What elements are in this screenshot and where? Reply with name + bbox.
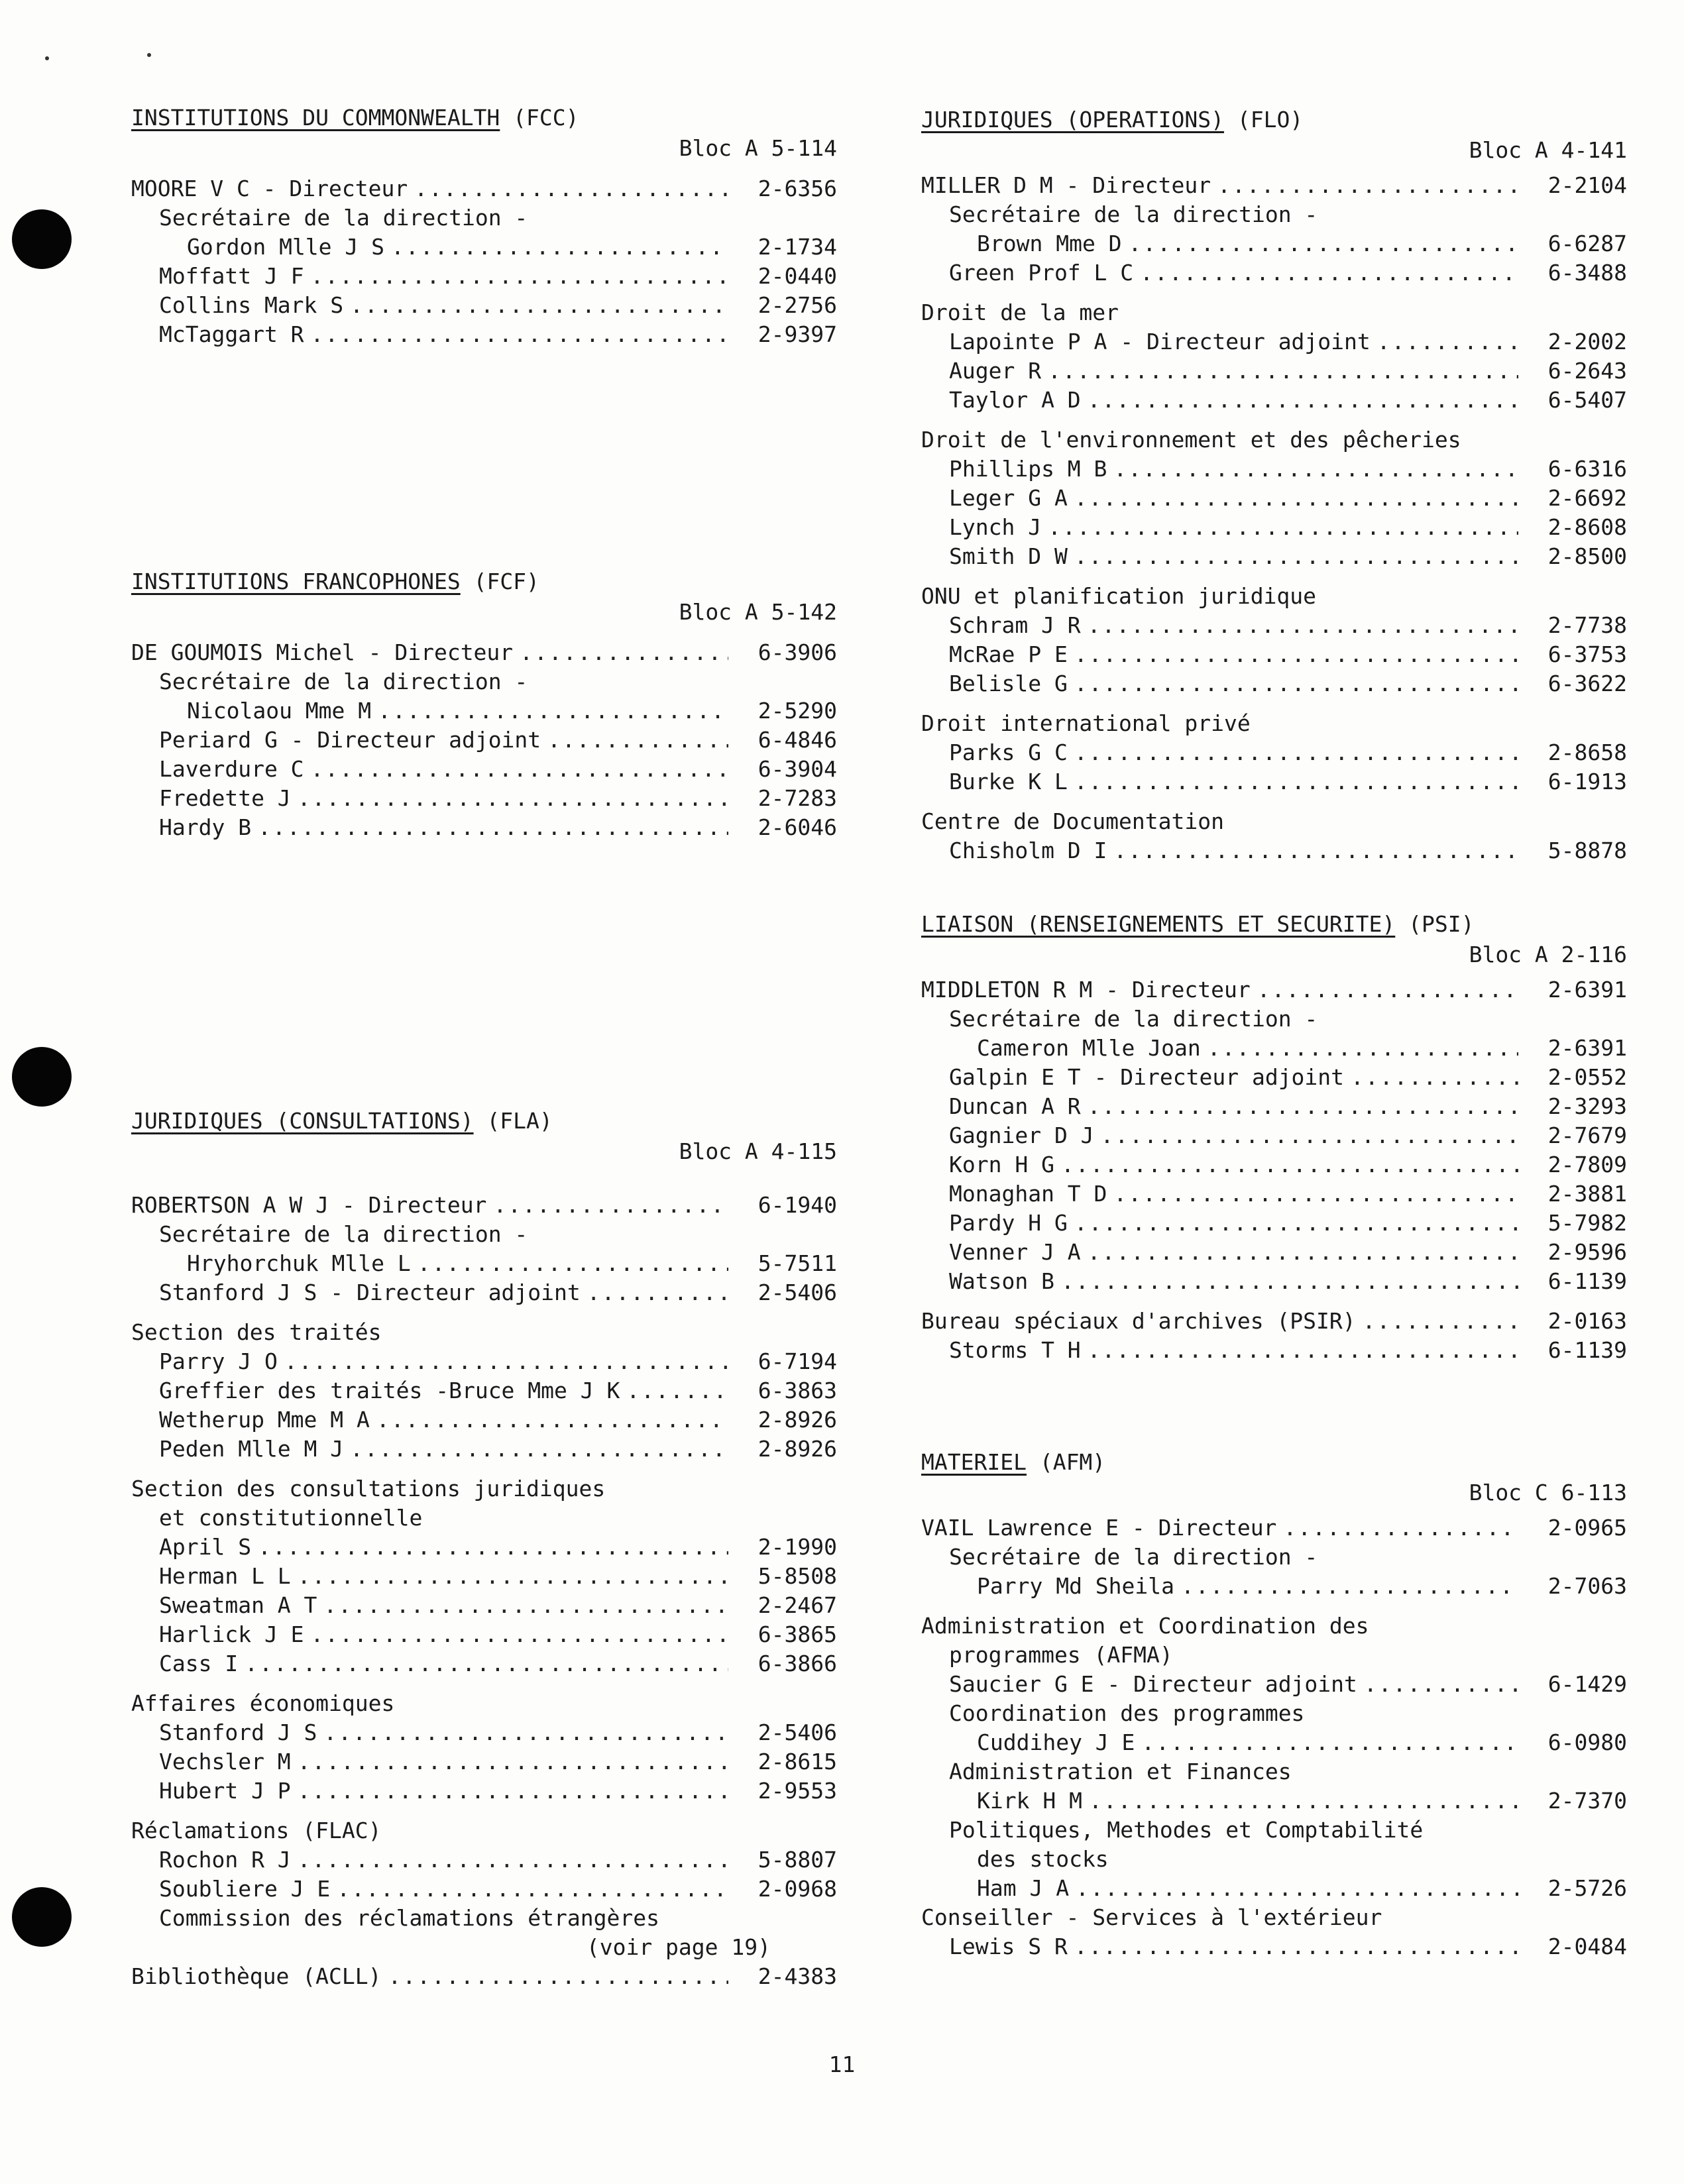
directory-entry: Venner J A ..... 2-9596 [921,1238,1627,1267]
directory-entry: Parry J O ..... 6-7194 [131,1347,837,1376]
phone-extension: 6-1429 [1547,1671,1627,1697]
phone-extension: 2-9596 [1547,1239,1627,1265]
directory-entry: Rochon R J ..... 5-8807 [131,1845,837,1875]
group-title: Conseiller - Services à l'extérieur [921,1904,1382,1930]
phone-extension: 2-8926 [758,1407,837,1433]
speck [147,53,151,57]
phone-extension: 2-2467 [758,1592,837,1618]
bloc-location: Bloc A 4-115 [679,1138,837,1164]
phone-extension: 2-7063 [1547,1573,1627,1599]
directory-entry: Brown Mme D ..... 6-6287 [921,229,1627,258]
phone-extension: 2-8608 [1547,514,1627,540]
directory-label: Secrétaire de la direction - [159,669,528,694]
see-page-note: (voir page 19) [586,1934,771,1960]
directory-entry: Watson B ..... 6-1139 [921,1267,1627,1296]
section-title: INSTITUTIONS FRANCOPHONES [131,569,461,594]
speck [45,56,49,60]
section-code: (PSI) [1408,911,1475,937]
section-title: JURIDIQUES (OPERATIONS) [921,107,1224,133]
group-title: Réclamations (FLAC) [131,1818,382,1843]
directory-entry: VAIL Lawrence E - Directeur ..... 2-0965 [921,1513,1627,1543]
directory-entry: Moffatt J F ..... 2-0440 [131,262,837,291]
phone-extension: 2-0163 [1547,1308,1627,1334]
bloc-location: Bloc A 4-141 [1469,137,1627,163]
section-fcf [131,567,837,842]
phone-extension: 2-0484 [1547,1934,1627,1959]
group-title: Section des traités [131,1319,382,1345]
group-direction [921,171,1627,288]
section-code: (AFM) [1039,1449,1106,1475]
phone-extension: 6-3904 [758,756,837,782]
phone-extension: 6-1139 [1547,1337,1627,1363]
subgroup-title: Coordination des programmes [949,1700,1305,1726]
phone-extension: 6-1913 [1547,769,1627,794]
group-title: Section des consultations juridiques [131,1476,606,1502]
directory-entry: Hardy B ..... 2-6046 [131,813,837,842]
bloc-location: Bloc A 5-114 [679,135,837,161]
phone-extension: 2-2002 [1547,329,1627,355]
group-title: ONU et planification juridique [921,583,1317,609]
group-direction [921,1513,1627,1601]
section-code: (FLO) [1237,107,1304,133]
directory-entry: Korn H G ..... 2-7809 [921,1150,1627,1179]
phone-extension: 2-0552 [1547,1064,1627,1090]
phone-extension: 6-0980 [1547,1729,1627,1755]
phone-extension: 2-0968 [758,1876,837,1902]
phone-extension: 6-3488 [1547,260,1627,286]
directory-entry: Storms T H ..... 6-1139 [921,1336,1627,1365]
phone-extension: 2-6391 [1547,1035,1627,1061]
group-claims [131,1816,837,1962]
group-title: Affaires économiques [131,1690,395,1716]
group-direction [921,975,1627,1296]
section-title: INSTITUTIONS DU COMMONWEALTH [131,105,500,131]
phone-extension: 6-5407 [1547,387,1627,413]
directory-label: Secrétaire de la direction - [949,1006,1318,1032]
punch-hole-middle [12,1047,72,1107]
phone-extension: 6-1940 [758,1192,837,1218]
phone-extension: 2-5406 [758,1720,837,1745]
phone-extension: 5-7982 [1547,1210,1627,1236]
group-administration [921,1611,1627,1903]
directory-entry: Lapointe P A - Directeur adjoint ..... 2-2002 [921,327,1627,356]
phone-extension: 2-7809 [1547,1152,1627,1177]
phone-extension: 6-2643 [1547,358,1627,384]
directory-entry: Harlick J E ..... 6-3865 [131,1620,837,1649]
phone-extension: 2-9553 [758,1778,837,1804]
phone-extension: 2-7370 [1547,1788,1627,1814]
group-documentation [921,807,1627,865]
group-onu [921,582,1627,698]
directory-entry: Vechsler M ..... 2-8615 [131,1747,837,1776]
directory-entry: Soubliere J E ..... 2-0968 [131,1875,837,1904]
group-sea [921,298,1627,415]
directory-entry: Belisle G ..... 6-3622 [921,669,1627,698]
directory-entry: Phillips M B ..... 6-6316 [921,455,1627,484]
group-title: Droit de l'environnement et des pêcheries [921,427,1461,453]
directory-entry: Stanford J S ..... 2-5406 [131,1718,837,1747]
directory-entry: DE GOUMOIS Michel - Directeur ..... 6-3906 [131,638,837,667]
directory-entry: Kirk H M ..... 2-7370 [921,1786,1627,1816]
directory-entry: Cass I ..... 6-3866 [131,1649,837,1678]
directory-entry: Lewis S R ..... 2-0484 [921,1932,1627,1961]
section-code: (FLA) [486,1108,553,1134]
phone-extension: 6-3865 [758,1621,837,1647]
section-code: (FCF) [473,569,539,594]
directory-entry: Stanford J S - Directeur adjoint ..... 2-5406 [131,1278,837,1307]
phone-extension: 6-3906 [758,639,837,665]
group-economic [131,1689,837,1806]
directory-entry: Galpin E T - Directeur adjoint ..... 2-0552 [921,1063,1627,1092]
phone-extension: 2-5726 [1547,1875,1627,1901]
directory-entry: Auger R ..... 6-2643 [921,356,1627,386]
directory-entry: April S ..... 2-1990 [131,1533,837,1562]
group-treaties [131,1318,837,1464]
subgroup-title: Administration et Finances [949,1759,1292,1784]
phone-extension: 6-3753 [1547,641,1627,667]
group-direction [131,1191,837,1307]
directory-entry: MILLER D M - Directeur ..... 2-2104 [921,171,1627,200]
group-title-cont: et constitutionnelle [159,1505,423,1531]
group-environment [921,425,1627,571]
directory-entry: Monaghan T D ..... 2-3881 [921,1179,1627,1209]
directory-entry: Herman L L ..... 5-8508 [131,1562,837,1591]
punch-hole-top [12,209,72,269]
group-title-cont: programmes (AFMA) [949,1642,1173,1668]
phone-extension: 2-1734 [758,234,837,260]
directory-entry: Parry Md Sheila ..... 2-7063 [921,1572,1627,1601]
phone-extension: 2-0965 [1547,1515,1627,1541]
phone-extension: 6-7194 [758,1348,837,1374]
group-consultations [131,1474,837,1678]
phone-extension: 5-8508 [758,1563,837,1589]
phone-extension: 5-8807 [758,1847,837,1873]
directory-entry: Wetherup Mme M A ..... 2-8926 [131,1405,837,1435]
group-title: Administration et Coordination des [921,1613,1369,1639]
directory-entry: Collins Mark S ..... 2-2756 [131,291,837,320]
directory-entry: Burke K L ..... 6-1913 [921,767,1627,796]
directory-entry: Laverdure C ..... 6-3904 [131,755,837,784]
directory-label: Secrétaire de la direction - [159,205,528,231]
directory-entry: Gordon Mlle J S ..... 2-1734 [131,233,837,262]
section-title: LIAISON (RENSEIGNEMENTS ET SECURITE) [921,911,1396,937]
group-title: Centre de Documentation [921,808,1224,834]
directory-entry: Peden Mlle M J ..... 2-8926 [131,1435,837,1464]
phone-extension: 2-8500 [1547,543,1627,569]
directory-entry: Greffier des traités -Bruce Mme J K ..... 6-3863 [131,1376,837,1405]
phone-extension: 5-7511 [758,1250,837,1276]
directory-entry: Cameron Mlle Joan ..... 2-6391 [921,1034,1627,1063]
phone-extension: 2-6391 [1547,977,1627,1003]
directory-entry: Sweatman A T ..... 2-2467 [131,1591,837,1620]
directory-entry: Bibliothèque (ACLL) ..... 2-4383 [131,1962,837,1991]
directory-entry: Leger G A ..... 2-6692 [921,484,1627,513]
phone-extension: 2-2104 [1547,172,1627,198]
phone-extension: 2-3293 [1547,1093,1627,1119]
section-code: (FCC) [513,105,579,131]
directory-label: Secrétaire de la direction - [949,201,1318,227]
section-fla [131,1106,837,1991]
phone-extension: 5-8878 [1547,838,1627,863]
section-afm [921,1447,1627,1961]
phone-extension: 6-1139 [1547,1268,1627,1294]
phone-extension: 2-7738 [1547,612,1627,638]
punch-hole-bottom [12,1887,72,1947]
directory-entry: Saucier G E - Directeur adjoint ..... 6-1429 [921,1670,1627,1699]
phone-extension: 2-7283 [758,785,837,811]
directory-entry: MOORE V C - Directeur ..... 2-6356 [131,174,837,203]
directory-entry: Cuddihey J E ..... 6-0980 [921,1728,1627,1757]
section-psi [921,909,1627,1365]
phone-extension: 2-5290 [758,698,837,724]
phone-extension: 2-6356 [758,176,837,201]
page-number: 11 [828,2051,856,2077]
group-archives [921,1307,1627,1365]
directory-entry: Taylor A D ..... 6-5407 [921,386,1627,415]
phone-extension: 2-9397 [758,321,837,347]
group-title: Droit de la mer [921,300,1119,325]
subgroup-title-cont: des stocks [977,1846,1109,1872]
section-title: JURIDIQUES (CONSULTATIONS) [131,1108,474,1134]
section-flo [921,105,1627,865]
phone-extension: 2-7679 [1547,1122,1627,1148]
directory-entry: McTaggart R ..... 2-9397 [131,320,837,349]
phone-extension: 2-2756 [758,292,837,318]
phone-extension: 2-8615 [758,1749,837,1774]
phone-extension: 2-6692 [1547,485,1627,511]
directory-entry: Ham J A ..... 2-5726 [921,1874,1627,1903]
directory-entry: Lynch J ..... 2-8608 [921,513,1627,542]
phone-extension: 2-5406 [758,1280,837,1305]
subgroup-title: Politiques, Methodes et Comptabilité [949,1817,1424,1843]
phone-extension: 6-4846 [758,727,837,753]
bloc-location: Bloc C 6-113 [1469,1480,1627,1505]
group-private-law [921,709,1627,796]
directory-entry: Smith D W ..... 2-8500 [921,542,1627,571]
directory-entry: Parks G C ..... 2-8658 [921,738,1627,767]
directory-entry: McRae P E ..... 6-3753 [921,640,1627,669]
directory-entry: Periard G - Directeur adjoint ..... 6-4846 [131,726,837,755]
commission-label: Commission des réclamations étrangères [159,1905,659,1931]
phone-extension: 6-3622 [1547,671,1627,696]
directory-entry: Pardy H G ..... 5-7982 [921,1209,1627,1238]
group-title: Droit international privé [921,710,1251,736]
directory-entry: Hryhorchuk Mlle L ..... 5-7511 [131,1249,837,1278]
phone-extension: 2-6046 [758,814,837,840]
directory-entry: Chisholm D I ..... 5-8878 [921,836,1627,865]
right-column [921,105,1627,1961]
section-title: MATERIEL [921,1449,1027,1475]
directory-entry: Duncan A R ..... 2-3293 [921,1092,1627,1121]
directory-entry: ROBERTSON A W J - Directeur ..... 6-1940 [131,1191,837,1220]
bloc-location: Bloc A 5-142 [679,599,837,625]
directory-entry: MIDDLETON R M - Directeur ..... 2-6391 [921,975,1627,1005]
section-fcc [131,103,837,349]
bloc-location: Bloc A 2-116 [1469,942,1627,967]
phone-extension: 6-3863 [758,1378,837,1403]
phone-extension: 2-3881 [1547,1181,1627,1207]
directory-entry: Nicolaou Mme M ..... 2-5290 [131,696,837,726]
phone-extension: 2-1990 [758,1534,837,1560]
phone-extension: 2-8658 [1547,739,1627,765]
phone-extension: 2-4383 [758,1963,837,1989]
phone-extension: 2-8926 [758,1436,837,1462]
directory-label: Secrétaire de la direction - [949,1544,1318,1570]
left-column [131,103,837,1991]
directory-entry: Hubert J P ..... 2-9553 [131,1776,837,1806]
phone-extension: 2-0440 [758,263,837,289]
directory-label: Secrétaire de la direction - [159,1221,528,1247]
phone-extension: 6-6316 [1547,456,1627,482]
phone-extension: 6-6287 [1547,231,1627,256]
phone-extension: 6-3866 [758,1651,837,1676]
directory-entry: Bureau spéciaux d'archives (PSIR) ..... 2-0163 [921,1307,1627,1336]
directory-entry: Green Prof L C ..... 6-3488 [921,258,1627,288]
directory-entry: Fredette J ..... 2-7283 [131,784,837,813]
directory-entry: Gagnier D J ..... 2-7679 [921,1121,1627,1150]
directory-entry: Schram J R ..... 2-7738 [921,611,1627,640]
